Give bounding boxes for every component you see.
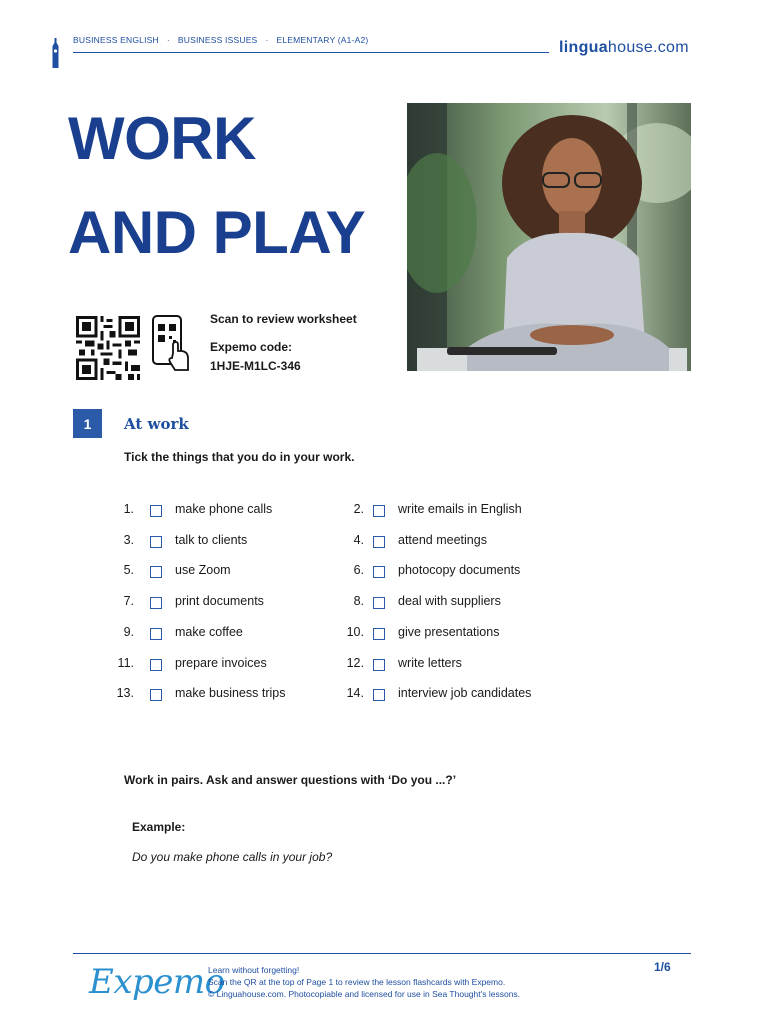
- breadcrumb-separator: ·: [265, 35, 269, 45]
- footer-scan-note: Scan the QR at the top of Page 1 to review the lesson flashcards with Expemo.: [208, 977, 506, 987]
- item-label: use Zoom: [175, 563, 231, 577]
- brand-link[interactable]: [559, 39, 689, 57]
- item-label: interview job candidates: [398, 686, 532, 700]
- big-ben-icon: [51, 38, 60, 68]
- brand-bold: lingua: [559, 39, 608, 56]
- item-label: attend meetings: [398, 533, 487, 547]
- item-label: deal with suppliers: [398, 594, 501, 608]
- tick-checkbox[interactable]: [150, 566, 162, 578]
- breadcrumb-item[interactable]: BUSINESS ISSUES: [177, 35, 258, 45]
- breadcrumb-separator: ·: [166, 35, 170, 45]
- example-label: Example:: [132, 820, 186, 834]
- breadcrumb-item[interactable]: ELEMENTARY (A1-A2): [276, 35, 369, 45]
- item-number: 12.: [346, 656, 364, 670]
- tick-checkbox[interactable]: [373, 597, 385, 609]
- item-number: 7.: [123, 594, 134, 608]
- item-label: photocopy documents: [398, 563, 521, 577]
- qr-code-icon[interactable]: [74, 316, 142, 380]
- expemo-logo: Expemo: [89, 962, 225, 1002]
- phone-scan-icon: [151, 315, 191, 371]
- item-label: talk to clients: [175, 533, 248, 547]
- item-number: 9.: [123, 625, 134, 639]
- item-number: 4.: [353, 533, 364, 547]
- tick-checkbox[interactable]: [150, 689, 162, 701]
- breadcrumb-item[interactable]: BUSINESS ENGLISH: [73, 35, 159, 45]
- item-number: 1.: [123, 502, 134, 516]
- footer-copyright: © Linguahouse.com. Photocopiable and licensed for use in Sea Thought's lessons.: [208, 989, 521, 999]
- businesswoman-photo: [407, 103, 691, 371]
- item-label: print documents: [175, 594, 264, 608]
- item-number: 5.: [123, 563, 134, 577]
- tick-checkbox[interactable]: [150, 505, 162, 517]
- tick-checkbox[interactable]: [373, 628, 385, 640]
- item-number: 2.: [353, 502, 364, 516]
- tick-checkbox[interactable]: [373, 505, 385, 517]
- item-number: 14.: [346, 686, 364, 700]
- pairs-instruction: Work in pairs. Ask and answer questions with ‘Do you ...?’: [124, 773, 457, 787]
- scan-label: Scan to review worksheet: [210, 312, 357, 326]
- title-line-2: AND PLAY: [68, 199, 366, 266]
- expemo-code-label: Expemo code:: [210, 340, 293, 354]
- item-number: 13.: [116, 686, 134, 700]
- item-label: prepare invoices: [175, 656, 267, 670]
- section-title: At work: [124, 415, 189, 433]
- tick-checkbox[interactable]: [150, 628, 162, 640]
- brand-light: house.com: [607, 39, 689, 56]
- breadcrumb: [73, 35, 368, 45]
- expemo-code-value: 1HJE-M1LC-346: [210, 359, 301, 373]
- page-number: 1/6: [654, 960, 671, 974]
- footer-divider: [73, 953, 691, 954]
- tick-checkbox[interactable]: [373, 689, 385, 701]
- title-line-1: WORK: [68, 105, 256, 172]
- footer-tagline: Learn without forgetting!: [208, 965, 300, 975]
- item-label: make phone calls: [175, 502, 273, 516]
- item-label: make business trips: [175, 686, 286, 700]
- item-label: give presentations: [398, 625, 500, 639]
- section-number-badge: 1: [73, 409, 102, 438]
- tick-checkbox[interactable]: [150, 536, 162, 548]
- item-label: make coffee: [175, 625, 243, 639]
- page-title: [68, 92, 365, 280]
- item-label: write emails in English: [398, 502, 522, 516]
- item-number: 8.: [353, 594, 364, 608]
- item-number: 10.: [346, 625, 364, 639]
- item-number: 6.: [353, 563, 364, 577]
- tick-checkbox[interactable]: [150, 597, 162, 609]
- section-instruction: Tick the things that you do in your work.: [124, 450, 355, 464]
- example-text: Do you make phone calls in your job?: [132, 850, 333, 864]
- item-number: 3.: [123, 533, 134, 547]
- header-divider: [73, 52, 549, 53]
- tick-checkbox[interactable]: [373, 566, 385, 578]
- tick-checkbox[interactable]: [150, 659, 162, 671]
- item-label: write letters: [398, 656, 462, 670]
- tick-checkbox[interactable]: [373, 659, 385, 671]
- item-number: 11.: [117, 656, 134, 670]
- tick-checkbox[interactable]: [373, 536, 385, 548]
